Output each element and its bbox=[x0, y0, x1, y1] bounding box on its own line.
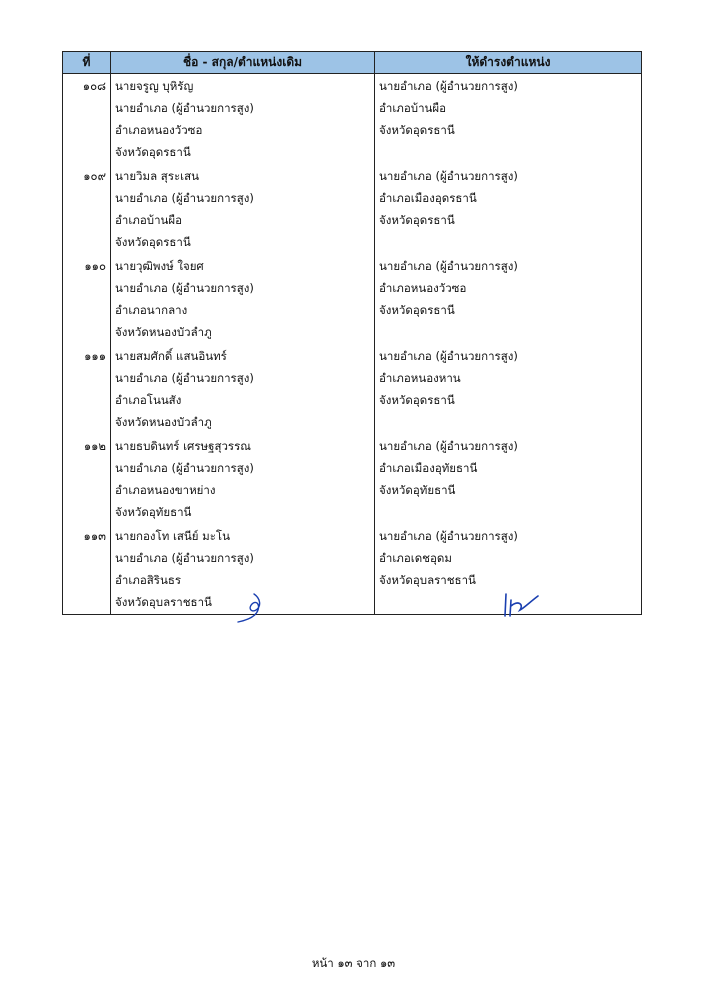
old-position-cell bbox=[111, 74, 375, 165]
header-new-position: ให้ดำรงตำแหน่ง bbox=[375, 52, 642, 74]
row-number-cell bbox=[63, 434, 111, 524]
new-position-line: นายอำเภอ (ผู้อำนวยการสูง) bbox=[379, 349, 518, 363]
signature-right bbox=[498, 590, 542, 620]
table-row bbox=[63, 254, 642, 344]
new-position-cell bbox=[375, 164, 642, 254]
old-position-line: อำเภอสิรินธร bbox=[115, 573, 182, 587]
table-row bbox=[63, 344, 642, 434]
old-position-line: นายอำเภอ (ผู้อำนวยการสูง) bbox=[115, 371, 254, 385]
old-position-line: นายอำเภอ (ผู้อำนวยการสูง) bbox=[115, 191, 254, 205]
old-position-cell bbox=[111, 254, 375, 344]
old-position-line: นายวิมล สุระเสน bbox=[115, 169, 199, 183]
table-row bbox=[63, 524, 642, 615]
new-position-line: นายอำเภอ (ผู้อำนวยการสูง) bbox=[379, 259, 518, 273]
new-position-cell bbox=[375, 344, 642, 434]
table-row bbox=[63, 434, 642, 524]
new-position-line: อำเภอเมืองอุทัยธานี bbox=[379, 461, 478, 475]
new-position-line bbox=[375, 321, 641, 343]
row-number: ๑๑๓ bbox=[83, 529, 106, 543]
new-position-line: จังหวัดอุทัยธานี bbox=[379, 483, 456, 497]
row-number: ๑๑๑ bbox=[84, 349, 106, 363]
old-position-line: นายธบดินทร์ เศรษฐสุวรรณ bbox=[115, 439, 251, 453]
old-position-line: จังหวัดหนองบัวลำภู bbox=[115, 415, 212, 429]
new-position-line: นายอำเภอ (ผู้อำนวยการสูง) bbox=[379, 169, 518, 183]
row-number-cell bbox=[63, 344, 111, 434]
old-position-line: นายสมศักดิ์ แสนอินทร์ bbox=[115, 349, 227, 363]
table-body bbox=[63, 74, 642, 615]
signature-left bbox=[234, 588, 274, 628]
old-position-line: นายอำเภอ (ผู้อำนวยการสูง) bbox=[115, 551, 254, 565]
new-position-line: จังหวัดอุดรธานี bbox=[379, 123, 455, 137]
new-position-line: นายอำเภอ (ผู้อำนวยการสูง) bbox=[379, 79, 518, 93]
header-no: ที่ bbox=[63, 52, 111, 74]
new-position-line bbox=[375, 141, 641, 163]
new-position-line: อำเภอเดชอุดม bbox=[379, 551, 452, 565]
old-position-line: นายอำเภอ (ผู้อำนวยการสูง) bbox=[115, 281, 254, 295]
new-position-line bbox=[375, 501, 641, 523]
appointment-table bbox=[62, 51, 642, 615]
old-position-line: จังหวัดอุทัยธานี bbox=[115, 505, 192, 519]
new-position-cell bbox=[375, 74, 642, 165]
row-number-cell bbox=[63, 254, 111, 344]
new-position-line: จังหวัดอุดรธานี bbox=[379, 213, 455, 227]
old-position-line: จังหวัดอุดรธานี bbox=[115, 145, 191, 159]
row-number: ๑๐๙ bbox=[83, 169, 106, 183]
new-position-line: จังหวัดอุดรธานี bbox=[379, 393, 455, 407]
row-number: ๑๑๐ bbox=[84, 259, 106, 273]
new-position-line: อำเภอหนองวัวซอ bbox=[379, 281, 467, 295]
page-number: หน้า ๑๓ จาก ๑๓ bbox=[311, 956, 396, 970]
new-position-line: นายอำเภอ (ผู้อำนวยการสูง) bbox=[379, 529, 518, 543]
new-position-line bbox=[375, 231, 641, 253]
old-position-line: อำเภอบ้านผือ bbox=[115, 213, 183, 227]
row-number-cell bbox=[63, 74, 111, 165]
old-position-cell bbox=[111, 344, 375, 434]
row-number: ๑๐๘ bbox=[82, 79, 106, 93]
new-position-line: อำเภอเมืองอุดรธานี bbox=[379, 191, 477, 205]
new-position-line: อำเภอหนองหาน bbox=[379, 371, 461, 385]
new-position-line: อำเภอบ้านผือ bbox=[379, 101, 447, 115]
row-number-cell bbox=[63, 164, 111, 254]
new-position-cell bbox=[375, 254, 642, 344]
old-position-line: นายกองโท เสนีย์ มะโน bbox=[115, 529, 230, 543]
new-position-line bbox=[375, 411, 641, 433]
old-position-cell bbox=[111, 164, 375, 254]
old-position-line: อำเภอโนนสัง bbox=[115, 393, 182, 407]
new-position-line: จังหวัดอุบลราชธานี bbox=[379, 573, 476, 587]
table-row bbox=[63, 164, 642, 254]
old-position-line: อำเภอหนองขาหย่าง bbox=[115, 483, 216, 497]
old-position-line: จังหวัดอุดรธานี bbox=[115, 235, 191, 249]
old-position-line: นายอำเภอ (ผู้อำนวยการสูง) bbox=[115, 461, 254, 475]
header-old-position: ชื่อ - สกุล/ตำแหน่งเดิม bbox=[111, 52, 375, 74]
old-position-line: นายวุฒิพงษ์ ใจยศ bbox=[115, 259, 204, 273]
old-position-cell bbox=[111, 434, 375, 524]
old-position-line: จังหวัดหนองบัวลำภู bbox=[115, 325, 212, 339]
new-position-cell bbox=[375, 434, 642, 524]
new-position-line: นายอำเภอ (ผู้อำนวยการสูง) bbox=[379, 439, 518, 453]
old-position-line: นายจรูญ บุหิรัญ bbox=[115, 79, 194, 93]
old-position-line: อำเภอนากลาง bbox=[115, 303, 188, 317]
old-position-line: นายอำเภอ (ผู้อำนวยการสูง) bbox=[115, 101, 254, 115]
new-position-line: จังหวัดอุดรธานี bbox=[379, 303, 455, 317]
table-header-row bbox=[63, 52, 642, 74]
row-number-cell bbox=[63, 524, 111, 615]
table-row bbox=[63, 74, 642, 165]
old-position-line: อำเภอหนองวัวซอ bbox=[115, 123, 203, 137]
old-position-line: จังหวัดอุบลราชธานี bbox=[115, 595, 212, 609]
row-number: ๑๑๒ bbox=[83, 439, 106, 453]
